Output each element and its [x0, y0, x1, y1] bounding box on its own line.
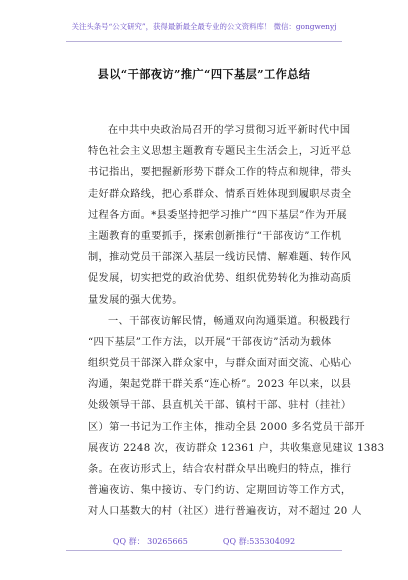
paragraph-2-line: 区）第一书记为工作主体，推动全县 2000 多名党员干部开: [88, 421, 365, 433]
paragraph-2-line: 普遍夜访、集中接访、专门约访、定期回访等工作方式，: [88, 485, 352, 497]
paragraph-1-line: 量发展的强大优势。: [88, 294, 183, 306]
paragraph-1-line: 制，推动党员干部深入基层一线访民情、解难题、转作风: [88, 252, 352, 264]
paragraph-1-line: 促发展，切实把党的政治优势、组织优势转化为推动高质: [88, 273, 352, 285]
paragraph-2-line: 展夜访 2248 次，夜访群众 12361 户，共收集意见建议 1383: [88, 442, 385, 454]
footer-qq-group-2: QQ 群:535304092: [222, 537, 296, 546]
document-title: 县以“干部夜访”推广“四下基层”工作总结: [97, 67, 311, 81]
paragraph-2-line: 处级领导干部、县直机关干部、镇村干部、驻村（挂社）: [88, 400, 352, 412]
paragraph-2-line: 沟通，架起党群干群关系“连心桥”。2023 年以来，以县: [88, 379, 352, 391]
header-divider: [66, 41, 342, 42]
footer-qq-group-1: QQ 群： 30265665: [112, 537, 188, 546]
paragraph-2-line: 一、干部夜访解民情，畅通双向沟通渠道。积极践行: [108, 315, 351, 327]
paragraph-2-line: 条。在夜访形式上，结合农村群众早出晚归的特点，推行: [88, 464, 352, 475]
document-body: [88, 120, 385, 523]
paragraph-1-line: 过程各方面。*县委坚持把学习推广“四下基层”作为开展: [88, 209, 347, 221]
paragraph-2-line: 组织党员干部深入群众家中，与群众面对面交流、心贴心: [88, 358, 352, 370]
paragraph-1-line: 在中共中央政治局召开的学习贯彻习近平新时代中国: [108, 125, 351, 136]
paragraph-1-line: 走好群众路线，把心系群众、情系百姓体现到履职尽责全: [88, 188, 352, 200]
header-banner: 关注头条号“公文研究”，获得最新最全最专业的公文资料库！ 微信：gongwenyj: [71, 22, 337, 31]
paragraph-1-line: 书记指出，要把握新形势下群众工作的特点和规律，带头: [88, 167, 352, 179]
footer-contact: [0, 536, 408, 547]
paragraph-2-line: 对人口基数大的村（社区）进行普遍夜访，对不超过 20 人: [88, 506, 362, 518]
paragraph-1-line: 主题教育的重要抓手，探索创新推行“干部夜访”工作机: [88, 230, 342, 242]
paragraph-2-line: “四下基层”工作方法，以开展“干部夜访”活动为载体: [88, 336, 332, 348]
footer-divider: [66, 550, 342, 551]
paragraph-1-line: 特色社会主义思想主题教育专题民主生活会上，习近平总: [88, 146, 352, 158]
